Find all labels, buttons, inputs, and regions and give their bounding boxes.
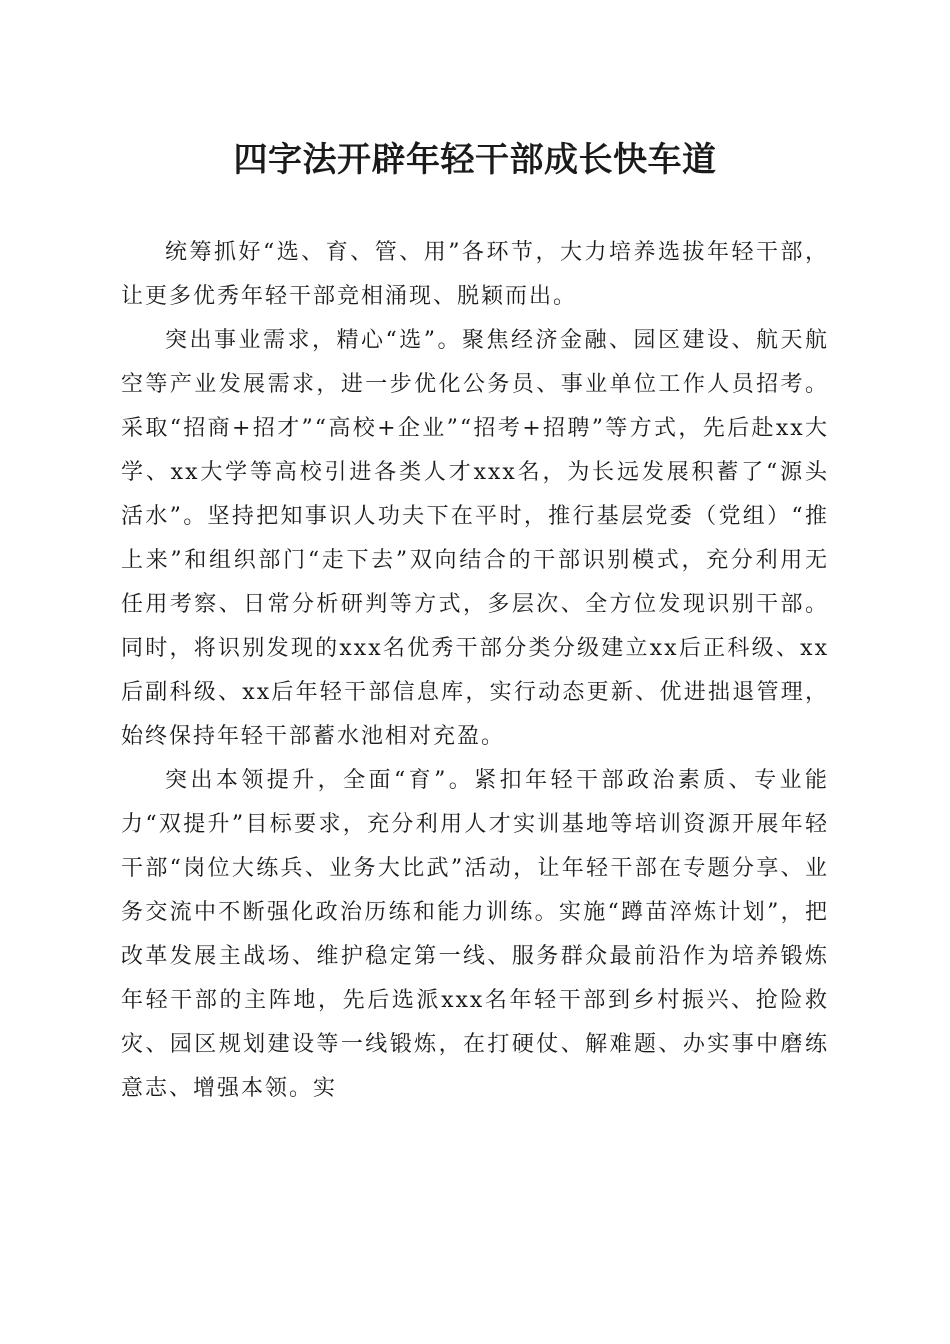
paragraph-select: 突出事业需求，精心“选”。聚焦经济金融、园区建设、航天航空等产业发展需求，进一步优化公务员、事业单位工作人员招考。采取“招商+招才”“高校+企业”“招考+招聘”等方式，先后赴xx大学、xx大学等高校引进各类人才xxx名，为长远发展积蓄了“源头活水”。坚持把知事识人功夫下在平时，推行基层党委（党组）“推上来”和组织部门“走下去”双向结合的干部识别模式，充分利用无任用考察、日常分析研判等方式，多层次、全方位发现识别干部。同时，将识别发现的xxx名优秀干部分类分级建立xx后正科级、xx后副科级、xx后年轻干部信息库，实行动态更新、优进拙退管理，始终保持年轻干部蓄水池相对充盈。: [121, 328, 829, 749]
document-title: 四字法开辟年轻干部成长快车道: [233, 140, 717, 180]
paragraph-cultivate: 突出本领提升，全面“育”。紧扣年轻干部政治素质、专业能力“双提升”目标要求，充分利用人才实训基地等培训资源开展年轻干部“岗位大练兵、业务大比武”活动，让年轻干部在专题分享、业务交流中不断强化政治历练和能力训练。实施“蹲苗淬炼计划”，把改革发展主战场、维护稳定第一线、服务群众最前沿作为培养锻炼年轻干部的主阵地，先后选派xxx名年轻干部到乡村振兴、抢险救灾、园区规划建设等一线锻炼，在打硬仗、解难题、办实事中磨练意志、增强本领。实: [121, 768, 829, 1101]
paragraph-intro: 统筹抓好“选、育、管、用”各环节，大力培养选拔年轻干部，让更多优秀年轻干部竞相涌现、脱颖而出。: [121, 240, 829, 309]
document-body: [121, 231, 829, 1111]
